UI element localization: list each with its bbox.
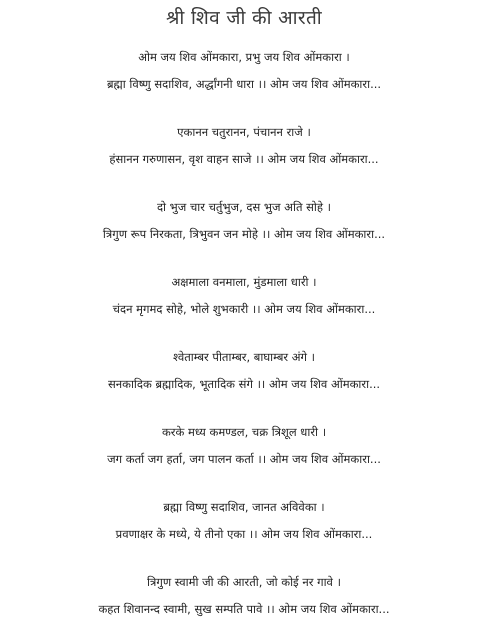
verse-refrain-line: ब्रह्मा विष्णु सदाशिव, अर्द्धांगनी धारा ।। ओम जय शिव ओंमकारा... xyxy=(106,77,382,91)
page-title: श्री शिव जी की आरती xyxy=(165,7,322,29)
verse-refrain-line: कहत शिवानन्द स्वामी, सुख सम्पति पावे ।। ओम जय शिव ओंमकारा... xyxy=(98,602,390,616)
verse-1 xyxy=(0,44,488,119)
verse-refrain-line: सनकादिक ब्रह्मादिक, भूतादिक संगे ।। ओम जय शिव ओंमकारा... xyxy=(107,377,381,391)
verse-line: त्रिगुण स्वामी जी की आरती, जो कोई नर गावे । xyxy=(147,575,341,589)
verse-6 xyxy=(0,419,488,494)
verse-refrain-line: प्रवणाक्षर के मध्ये, ये तीनो एका ।। ओम जय शिव ओंमकारा... xyxy=(115,527,373,541)
verse-line: एकानन चतुरानन, पंचानन राजे । xyxy=(177,125,311,139)
verse-line: करके मध्य कमण्डल, चक्र त्रिशूल धारी । xyxy=(161,425,327,439)
verse-refrain-line: हंसानन गरुणासन, वृश वाहन साजे ।। ओम जय शिव ओंमकारा... xyxy=(109,152,379,166)
verse-line: ब्रह्मा विष्णु सदाशिव, जानत अविवेका । xyxy=(163,500,325,514)
verses-list xyxy=(0,44,488,644)
verse-line: दो भुज चार चर्तुभुज, दस भुज अति सोहे । xyxy=(156,200,332,214)
verse-line: श्वेताम्बर पीताम्बर, बाघाम्बर अंगे । xyxy=(172,350,316,364)
verse-refrain-line: चंदन मृगमद सोहे, भोले शुभकारी ।। ओम जय शिव ओंमकारा... xyxy=(112,302,376,316)
verse-8 xyxy=(0,569,488,644)
verse-5 xyxy=(0,344,488,419)
verse-2 xyxy=(0,119,488,194)
verse-7 xyxy=(0,494,488,569)
verse-line: ओम जय शिव ओंमकारा, प्रभु जय शिव ओंमकारा । xyxy=(138,50,350,64)
verse-line: अक्षमाला वनमाला, मुंडमाला धारी । xyxy=(171,275,317,289)
verse-refrain-line: त्रिगुण रूप निरकता, त्रिभुवन जन मोहे ।। ओम जय शिव ओंमकारा... xyxy=(102,227,386,241)
verse-refrain-line: जग कर्ता जग हर्ता, जग पालन कर्ता ।। ओम जय शिव ओंमकारा... xyxy=(107,452,381,466)
verse-3 xyxy=(0,194,488,269)
verse-4 xyxy=(0,269,488,344)
